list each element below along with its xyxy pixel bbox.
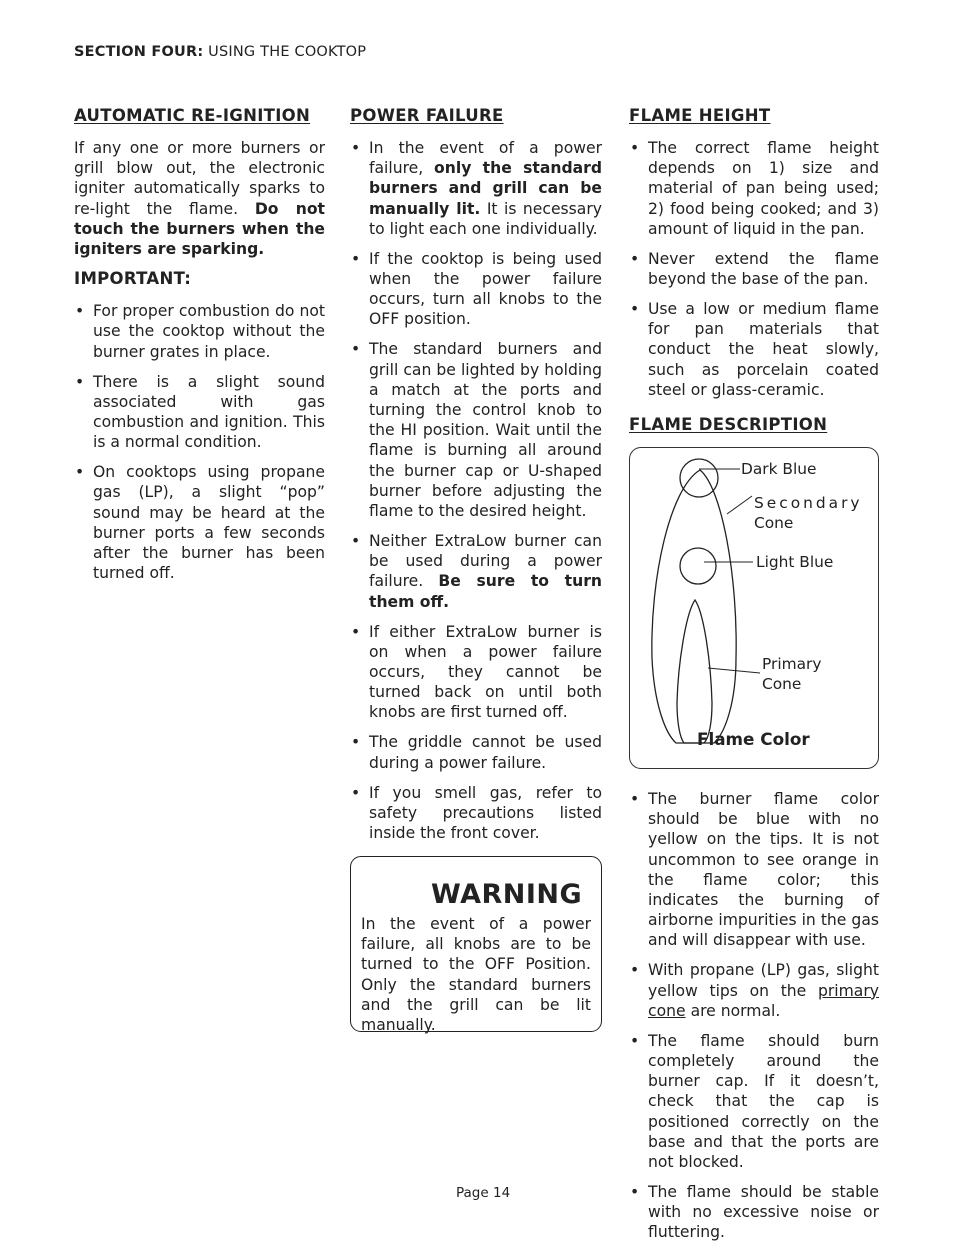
list-item: • On cooktops using propane gas (LP), a slight “pop” sound may be heard at the burner ports a few seconds after the burner has been turned off. <box>74 462 325 583</box>
heading-flame-description: FLAME DESCRIPTION <box>629 415 828 435</box>
list-item: • Never extend the flame beyond the base of the pan. <box>629 249 879 289</box>
list-item: • If either ExtraLow burner is on when a power failure occurs, they cannot be turned back on until both knobs are first turned off. <box>350 622 602 723</box>
item-text: In the event of a power failure, <box>369 139 602 178</box>
section-label: SECTION FOUR: <box>74 44 204 60</box>
label-secondary-cone: Cone <box>754 514 794 533</box>
list-item: • For proper combustion do not use the cooktop without the burner grates in place. <box>74 301 325 362</box>
item-text: With propane (LP) gas, slight yellow tips on the <box>648 961 879 1000</box>
list-item: • The griddle cannot be used during a power failure. <box>350 732 602 772</box>
list-item: • The standard burners and grill can be lighted by holding a match at the ports and turning the control knob to the HI position. Wait until the flame is burning all around the burner cap or U-shaped burner before adjusting the flame to the desired height. <box>350 339 602 521</box>
heading-important: IMPORTANT: <box>74 269 192 289</box>
column-power-failure <box>350 106 602 853</box>
list-item <box>350 138 602 239</box>
auto-reignition-intro <box>74 138 325 259</box>
section-header <box>74 44 366 60</box>
item-text: Neither ExtraLow burner can be used during a power failure. <box>369 532 602 591</box>
list-item <box>350 531 602 612</box>
label-primary: Primary <box>762 655 822 674</box>
secondary-cone-outline <box>652 470 736 743</box>
heading-auto-reignition: AUTOMATIC RE-IGNITION <box>74 106 311 125</box>
list-item: • The burner flame color should be blue with no yellow on the tips. It is not uncommon to see orange in the flame color; this indicates the burning of airborne impurities in the gas and will disappear with use. <box>629 789 879 951</box>
heading-flame-height: FLAME HEIGHT <box>629 106 771 125</box>
list-item: • There is a slight sound associated with gas combustion and ignition. This is a normal condition. <box>74 372 325 453</box>
item-underlined-text: primary cone <box>648 981 879 1020</box>
flame-color-caption: Flame Color <box>697 729 810 750</box>
warning-title: WARNING <box>431 879 583 910</box>
list-item: • If you smell gas, refer to safety precautions listed inside the front cover. <box>350 783 602 844</box>
intro-bold-text: Do not touch the burners when the igniters are sparking. <box>74 199 325 259</box>
item-bold-text: Be sure to turn them off. <box>369 572 602 611</box>
flame-diagram <box>629 447 879 769</box>
warning-text: In the event of a power failure, all knobs are to be turned to the OFF Position. Only the standard burners and the grill can be lit manually. <box>361 915 591 1035</box>
column-auto-reignition <box>74 106 325 593</box>
label-dark-blue: Dark Blue <box>741 460 817 479</box>
dark-blue-region <box>680 459 718 497</box>
heading-power-failure: POWER FAILURE <box>350 106 504 125</box>
item-bold-text: only the standard burners and grill can be manually lit. <box>369 159 602 218</box>
primary-cone-leader <box>708 668 760 673</box>
list-item: • Use a low or medium flame for pan materials that conduct the heat slowly, such as porcelain coated steel or glass-ceramic. <box>629 299 879 400</box>
warning-box <box>350 856 602 1035</box>
column-flame <box>629 106 879 1252</box>
list-item <box>629 960 879 1021</box>
flame-description-list <box>629 789 879 1243</box>
label-secondary: Secondary <box>754 494 863 513</box>
list-item: • The correct flame height depends on 1) size and material of pan being used; 2) food being cooked; and 3) amount of liquid in the pan. <box>629 138 879 239</box>
item-text: It is necessary to light each one individually. <box>369 199 602 238</box>
power-failure-list <box>350 138 602 843</box>
list-item: • If the cooktop is being used when the power failure occurs, turn all knobs to the OFF position. <box>350 249 602 330</box>
list-item: • The flame should burn completely around the burner cap. If it doesn’t, check that the cap is positioned correctly on the base and that the ports are not blocked. <box>629 1031 879 1172</box>
secondary-cone-leader <box>727 496 752 514</box>
important-list <box>74 301 325 583</box>
primary-cone-outline <box>677 600 712 743</box>
page-number: Page 14 <box>456 1185 511 1201</box>
light-blue-region <box>680 548 716 584</box>
intro-text: If any one or more burners or grill blow out, the electronic igniter automatically sparks to re-light the flame. <box>74 139 325 218</box>
flame-height-list <box>629 138 879 400</box>
label-primary-cone: Cone <box>762 675 802 694</box>
label-light-blue: Light Blue <box>756 553 834 572</box>
item-text: are normal. <box>690 1001 781 1020</box>
section-title: USING THE COOKTOP <box>208 44 367 60</box>
list-item: • The flame should be stable with no excessive noise or fluttering. <box>629 1182 879 1243</box>
